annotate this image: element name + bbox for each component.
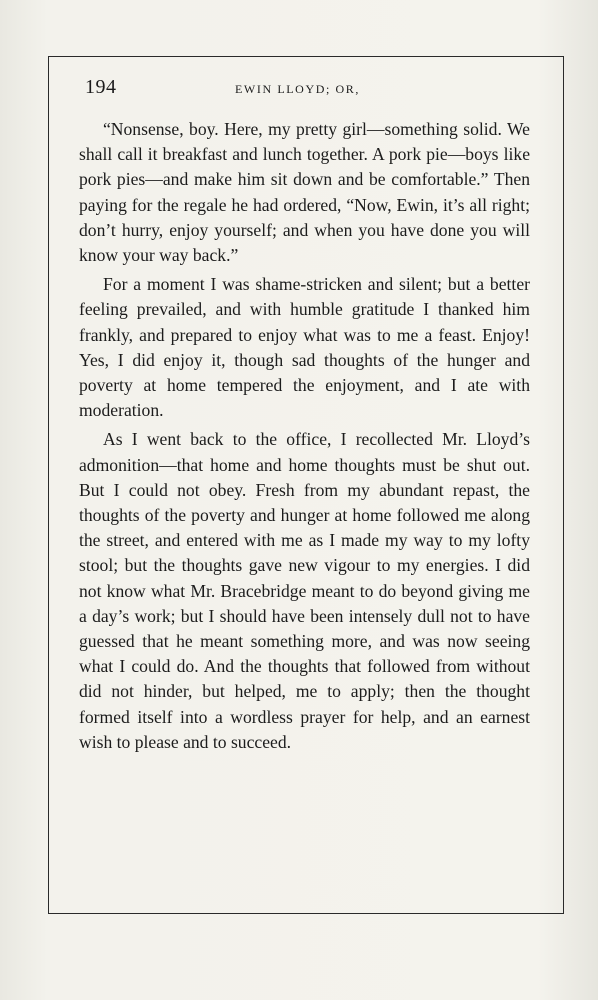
body-text (79, 117, 530, 755)
page-header (85, 76, 530, 102)
paragraph: “Nonsense, boy. Here, my pretty girl—something solid. We shall call it breakfast and lunch together. A pork pie—boys like pork pies—and make him sit down and be comfortable.” Then paying for the regale he had ordered, “Now, Ewin, it’s all right; don’t hurry, enjoy yourself; and when you have done you will know your way back.” (79, 119, 530, 266)
paragraph: For a moment I was shame-stricken and silent; but a better feeling prevailed, and with humble gratitude I thanked him frankly, and prepared to enjoy what was to me a feast. Enjoy! Yes, I did enjoy it, though sad thoughts of the hunger and poverty at home tempered the enjoyment, and I ate with moderation. (79, 274, 530, 421)
page-number: 194 (85, 76, 117, 98)
running-head: EWIN LLOYD; OR, (235, 82, 360, 96)
paragraph: As I went back to the office, I recollected Mr. Lloyd’s admonition—that home and home thoughts must be shut out. But I could not obey. Fresh from my abundant repast, the thoughts of the poverty and hunger at home followed me along the street, and entered with me as I made my way to my lofty stool; but the thoughts gave new vigour to my energies. I did not know what Mr. Bracebridge meant to do beyond giving me a day’s work; but I should have been intensely dull not to have guessed that he meant something more, and was now seeing what I could do. And the thoughts that followed from without did not hinder, but helped, me to apply; then the thought formed itself into a wordless prayer for help, and an earnest wish to please and to succeed. (79, 429, 530, 752)
